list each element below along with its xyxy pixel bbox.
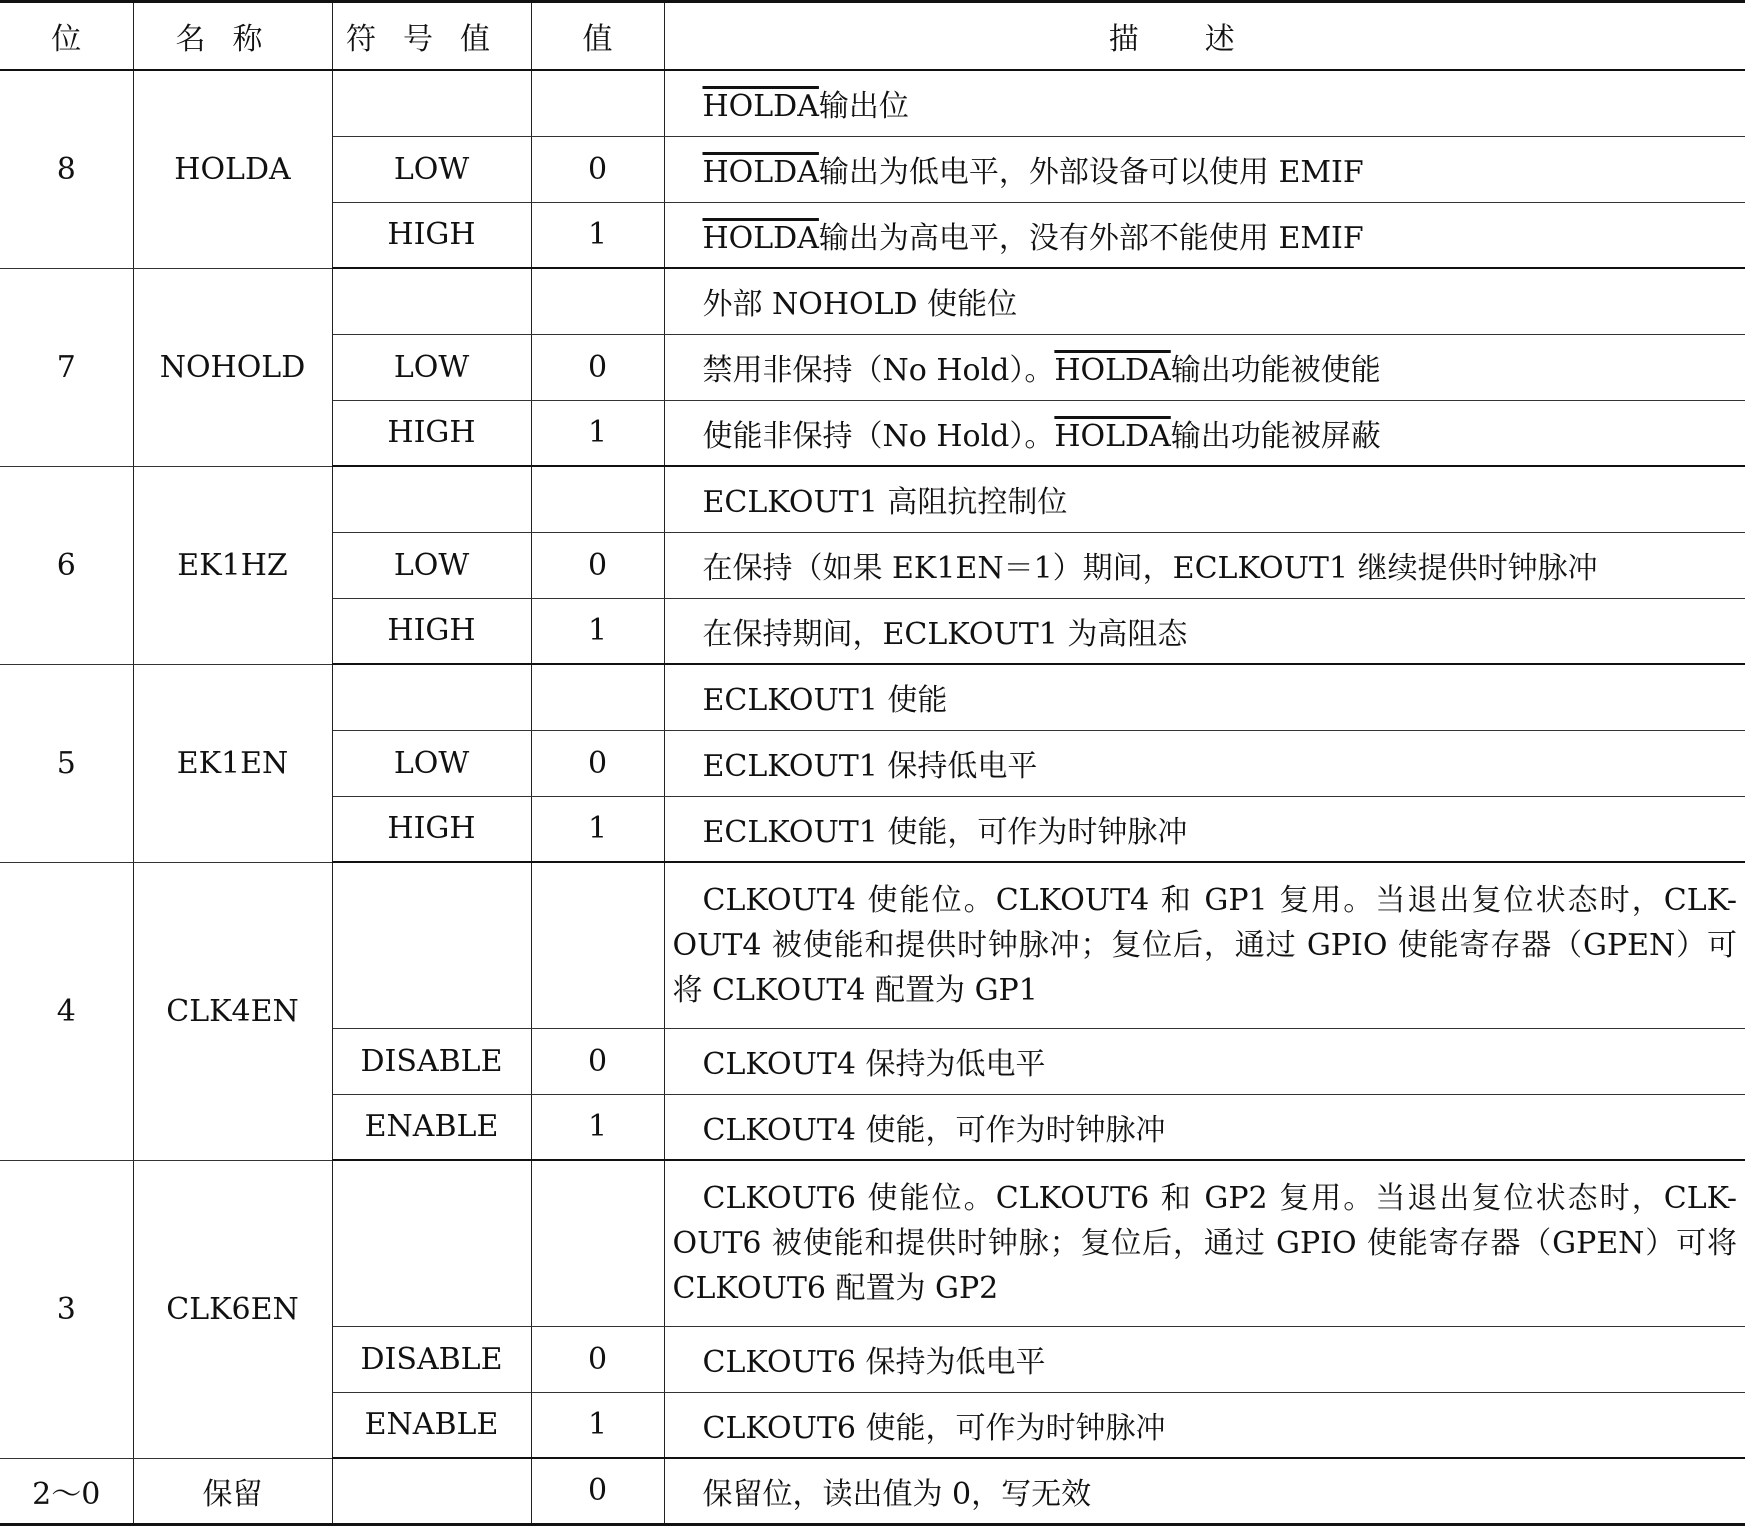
description-cell (664, 400, 1745, 466)
symbol-cell: DISABLE (332, 1028, 531, 1094)
field-name-cell: CLK4EN (133, 862, 332, 1160)
symbol-cell (332, 862, 531, 1028)
overline-signal: HOLDA (702, 89, 819, 125)
table-row (0, 664, 1745, 730)
description-text: 使能非保持（No Hold）。 (702, 418, 1055, 454)
bit-cell: 6 (0, 466, 133, 664)
bit-cell: 2～0 (0, 1458, 133, 1524)
description-cell: 在保持（如果 EK1EN＝1）期间，ECLKOUT1 继续提供时钟脉冲 (664, 532, 1745, 598)
description-cell: CLKOUT4 使能位。CLKOUT4 和 GP1 复用。当退出复位状态时，CLK-OUT4 被使能和提供时钟脉冲；复位后，通过 GPIO 使能寄存器（GPEN）可将 CLKOUT4 配置为 GP1 (664, 862, 1745, 1028)
field-name-cell: 保留 (133, 1458, 332, 1524)
symbol-cell: LOW (332, 532, 531, 598)
value-cell: 1 (531, 1094, 664, 1160)
description-cell: 保留位，读出值为 0，写无效 (664, 1458, 1745, 1524)
description-cell: ECLKOUT1 高阻抗控制位 (664, 466, 1745, 532)
bit-cell: 7 (0, 268, 133, 466)
table-row (0, 466, 1745, 532)
value-cell (531, 268, 664, 334)
value-cell: 0 (531, 334, 664, 400)
symbol-cell (332, 1458, 531, 1524)
value-cell: 1 (531, 598, 664, 664)
symbol-cell: HIGH (332, 202, 531, 268)
symbol-cell (332, 70, 531, 136)
header-symbol: 符号值 (332, 2, 531, 71)
overline-signal: HOLDA (1054, 418, 1171, 454)
description-cell: CLKOUT4 使能，可作为时钟脉冲 (664, 1094, 1745, 1160)
value-cell (531, 664, 664, 730)
symbol-cell (332, 268, 531, 334)
description-cell: ECLKOUT1 使能 (664, 664, 1745, 730)
value-cell: 0 (531, 532, 664, 598)
value-cell: 1 (531, 202, 664, 268)
description-cell (664, 136, 1745, 202)
table-row (0, 268, 1745, 334)
field-name-cell: EK1HZ (133, 466, 332, 664)
description-cell: 在保持期间，ECLKOUT1 为高阻态 (664, 598, 1745, 664)
value-cell: 0 (531, 1326, 664, 1392)
value-cell: 0 (531, 1028, 664, 1094)
description-text: 输出为高电平，没有外部不能使用 EMIF (818, 220, 1364, 256)
value-cell: 1 (531, 400, 664, 466)
table-row (0, 1160, 1745, 1326)
symbol-cell: HIGH (332, 598, 531, 664)
value-cell: 1 (531, 796, 664, 862)
field-name-cell: CLK6EN (133, 1160, 332, 1458)
header-bit: 位 (0, 2, 133, 71)
symbol-cell (332, 1160, 531, 1326)
value-cell: 0 (531, 730, 664, 796)
description-cell: 外部 NOHOLD 使能位 (664, 268, 1745, 334)
description-text: 输出功能被屏蔽 (1170, 418, 1381, 454)
table-header-row (0, 2, 1745, 71)
description-cell (664, 202, 1745, 268)
symbol-cell (332, 664, 531, 730)
symbol-cell: HIGH (332, 400, 531, 466)
bit-cell: 4 (0, 862, 133, 1160)
description-cell: ECLKOUT1 使能，可作为时钟脉冲 (664, 796, 1745, 862)
value-cell (531, 862, 664, 1028)
overline-signal: HOLDA (702, 220, 819, 256)
description-text: 输出位 (818, 89, 909, 125)
value-cell (531, 1160, 664, 1326)
description-text: 输出为低电平，外部设备可以使用 EMIF (818, 155, 1364, 190)
bit-cell: 3 (0, 1160, 133, 1458)
description-cell (664, 70, 1745, 136)
value-cell (531, 466, 664, 532)
description-cell: CLKOUT6 使能，可作为时钟脉冲 (664, 1392, 1745, 1458)
value-cell: 0 (531, 136, 664, 202)
field-name-cell: EK1EN (133, 664, 332, 862)
field-name-cell: NOHOLD (133, 268, 332, 466)
description-text: 禁用非保持（No Hold）。 (702, 353, 1055, 388)
description-text: 输出功能被使能 (1170, 353, 1381, 388)
value-cell: 1 (531, 1392, 664, 1458)
symbol-cell: LOW (332, 730, 531, 796)
symbol-cell: LOW (332, 334, 531, 400)
description-cell (664, 334, 1745, 400)
bit-cell: 5 (0, 664, 133, 862)
field-name-cell: HOLDA (133, 70, 332, 268)
bit-cell: 8 (0, 70, 133, 268)
value-cell: 0 (531, 1458, 664, 1524)
symbol-cell: ENABLE (332, 1094, 531, 1160)
symbol-cell: ENABLE (332, 1392, 531, 1458)
symbol-cell: DISABLE (332, 1326, 531, 1392)
symbol-cell (332, 466, 531, 532)
symbol-cell: HIGH (332, 796, 531, 862)
description-cell: CLKOUT4 保持为低电平 (664, 1028, 1745, 1094)
description-cell: CLKOUT6 保持为低电平 (664, 1326, 1745, 1392)
description-cell: CLKOUT6 使能位。CLKOUT6 和 GP2 复用。当退出复位状态时，CLK-OUT6 被使能和提供时钟脉；复位后，通过 GPIO 使能寄存器（GPEN）可将 CLKOUT6 配置为 GP2 (664, 1160, 1745, 1326)
overline-signal: HOLDA (702, 155, 819, 190)
value-cell (531, 70, 664, 136)
overline-signal: HOLDA (1054, 353, 1171, 388)
table-row (0, 70, 1745, 136)
table-row (0, 862, 1745, 1028)
description-cell: ECLKOUT1 保持低电平 (664, 730, 1745, 796)
header-value: 值 (531, 2, 664, 71)
table-row (0, 1458, 1745, 1524)
header-name: 名称 (133, 2, 332, 71)
header-description: 描述 (664, 2, 1745, 71)
symbol-cell: LOW (332, 136, 531, 202)
